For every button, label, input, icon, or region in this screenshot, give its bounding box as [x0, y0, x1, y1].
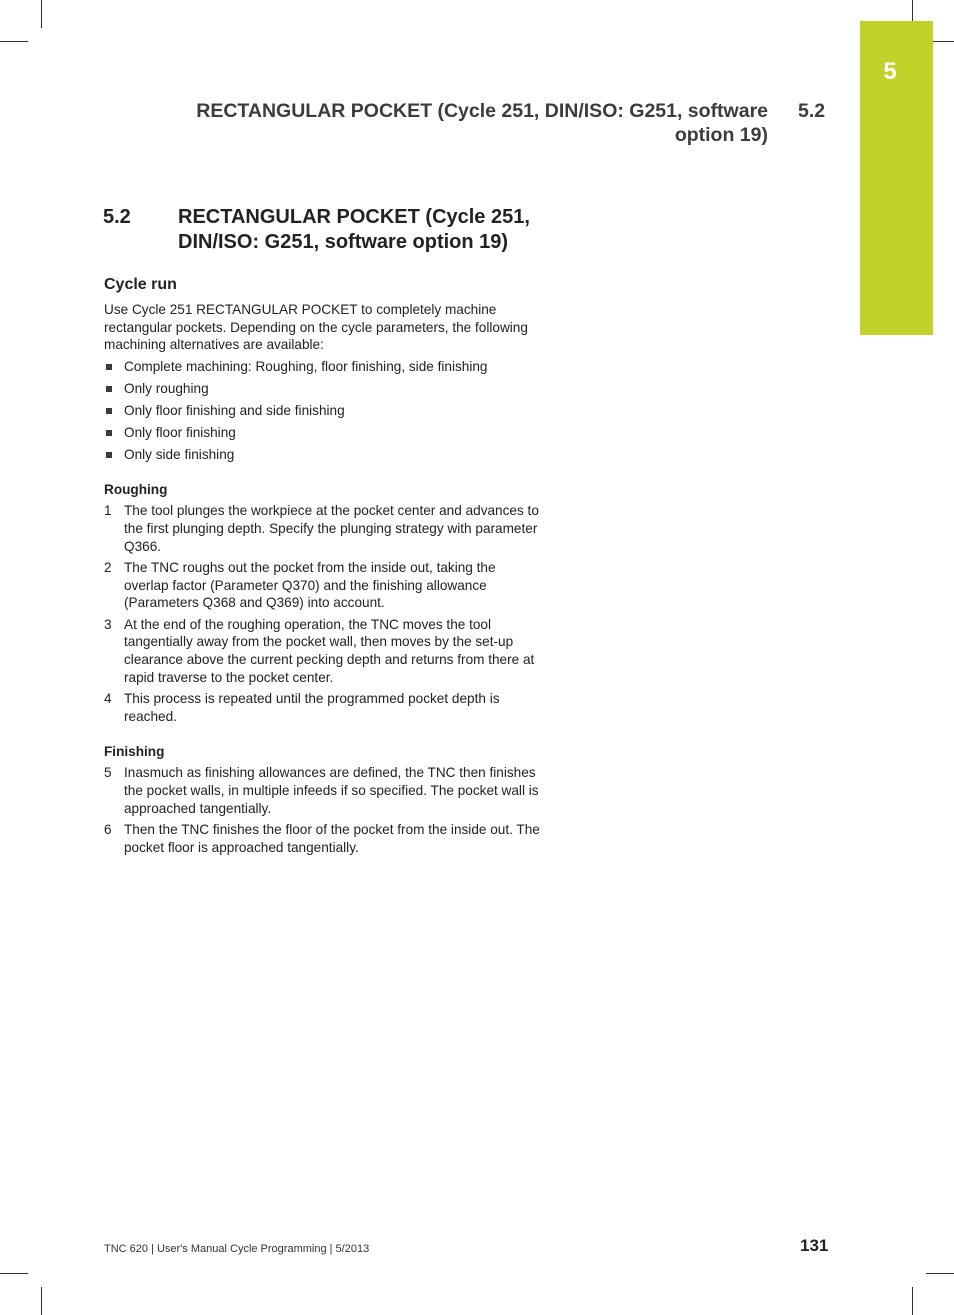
- machining-alternatives-list: [104, 358, 542, 464]
- list-item-text: Only roughing: [124, 380, 209, 396]
- cycle-run-intro: Use Cycle 251 RECTANGULAR POCKET to completely machine rectangular pockets. Depending on the cycle parameters, the following machining alternatives are available:: [104, 302, 528, 353]
- running-header-line: option 19): [674, 124, 768, 146]
- running-header-title: [128, 99, 768, 147]
- step-item: [104, 502, 542, 555]
- list-item: [104, 358, 542, 376]
- bullet-square-icon: [106, 452, 112, 458]
- list-item-text: Only floor finishing and side finishing: [124, 402, 345, 418]
- list-item: [104, 380, 542, 398]
- list-item: [104, 424, 542, 442]
- page-footer: TNC 620 | User's Manual Cycle Programming | 5/2013: [104, 1243, 370, 1255]
- step-text: Then the TNC finishes the floor of the pocket from the inside out. The pocket floor is approached tangentially.: [124, 822, 540, 855]
- step-item: [104, 690, 542, 725]
- step-number: 2: [104, 560, 112, 576]
- list-item: [104, 402, 542, 420]
- list-item-text: Complete machining: Roughing, floor finishing, side finishing: [124, 358, 488, 374]
- step-number: 1: [104, 503, 112, 519]
- running-header-section: 5.2: [798, 100, 826, 122]
- step-item: [104, 559, 542, 612]
- chapter-number: 5: [883, 58, 897, 85]
- step-number: 3: [104, 616, 112, 632]
- section-title-line: RECTANGULAR POCKET (Cycle 251,: [178, 206, 530, 228]
- crop-mark: [0, 1273, 28, 1274]
- section-title-line: DIN/ISO: G251, software option 19): [178, 231, 509, 253]
- body-content: [104, 275, 542, 860]
- finishing-heading: Finishing: [104, 744, 165, 760]
- finishing-steps: [104, 764, 542, 856]
- step-text: This process is repeated until the programmed pocket depth is reached.: [124, 691, 500, 724]
- bullet-square-icon: [106, 386, 112, 392]
- bullet-square-icon: [106, 364, 112, 370]
- step-text: The tool plunges the workpiece at the pocket center and advances to the first plunging depth. Specify the plunging strategy with parameter Q366.: [124, 503, 539, 554]
- list-item-text: Only floor finishing: [124, 424, 236, 440]
- bullet-square-icon: [106, 430, 112, 436]
- section-title: [178, 205, 578, 255]
- step-text: At the end of the roughing operation, the TNC moves the tool tangentially away from the pocket wall, then moves by the set-up clearance above the current pecking depth and returns from there at rapid traverse to the pocket center.: [124, 616, 535, 685]
- crop-mark: [926, 1273, 954, 1274]
- step-number: 5: [104, 765, 112, 781]
- section-number: 5.2: [103, 206, 131, 228]
- step-item: [104, 764, 542, 817]
- step-number: 6: [104, 822, 112, 838]
- step-text: The TNC roughs out the pocket from the inside out, taking the overlap factor (Parameter Q370) and the finishing allowance (Parameters Q368 and Q369) into account.: [124, 560, 496, 611]
- roughing-heading: Roughing: [104, 482, 168, 498]
- crop-mark: [912, 1287, 913, 1315]
- crop-mark: [41, 0, 42, 28]
- bullet-square-icon: [106, 408, 112, 414]
- step-text: Inasmuch as finishing allowances are defined, the TNC then finishes the pocket walls, in multiple infeeds if so specified. The pocket wall is approached tangentially.: [124, 765, 539, 816]
- page-number: 131: [800, 1236, 829, 1255]
- list-item-text: Only side finishing: [124, 446, 235, 462]
- list-item: [104, 446, 542, 464]
- step-number: 4: [104, 691, 112, 707]
- crop-mark: [41, 1287, 42, 1315]
- cycle-run-heading: Cycle run: [104, 276, 177, 293]
- roughing-steps: [104, 502, 542, 725]
- running-header-line: RECTANGULAR POCKET (Cycle 251, DIN/ISO: G251, software: [196, 100, 768, 122]
- crop-mark: [0, 41, 28, 42]
- step-item: [104, 616, 542, 686]
- step-item: [104, 821, 542, 856]
